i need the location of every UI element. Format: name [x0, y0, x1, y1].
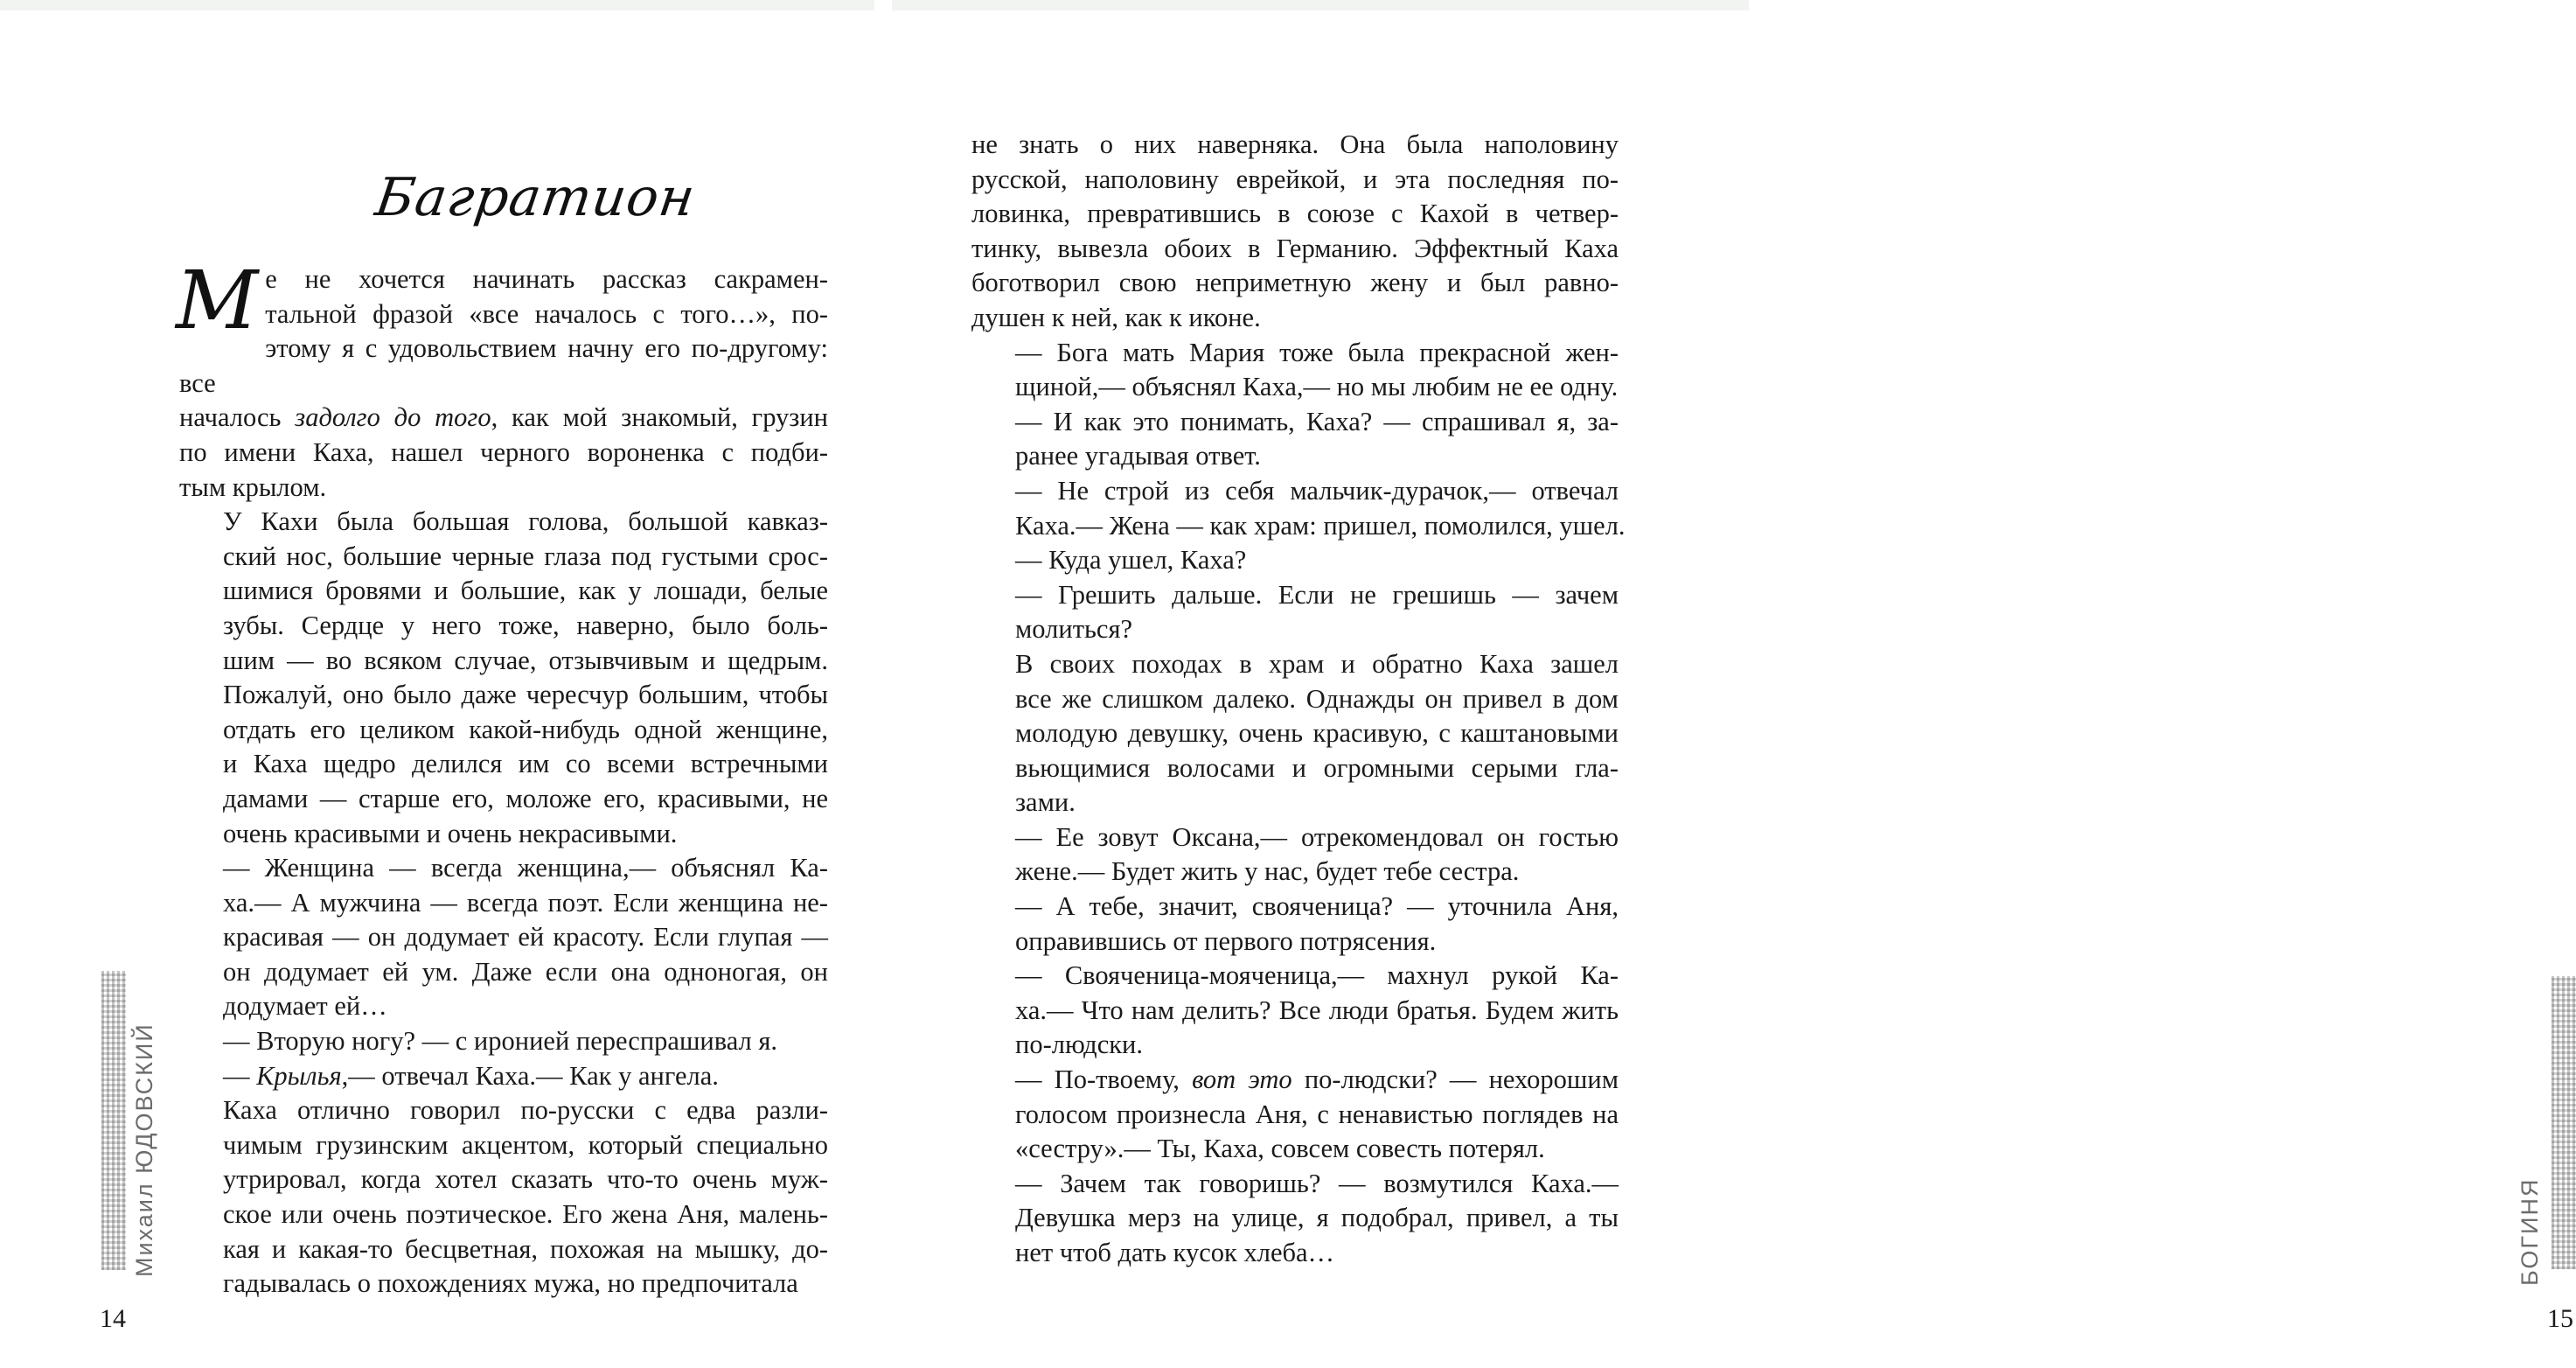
text-line: тым крылом. — [179, 471, 327, 502]
text-line: душен к ней, как к иконе. — [971, 302, 1261, 332]
text-line: молиться? — [1015, 614, 1133, 645]
drop-cap: М — [176, 254, 259, 347]
paragraph — [971, 959, 1619, 1063]
text-line: Каха отлично говорил по-русски с едва разли- — [223, 1095, 828, 1126]
text-line: голосом произнесла Аня, с ненавистью поглядев на — [1015, 1099, 1619, 1129]
text-line: отдать его целиком какой-нибудь одной женщине, — [223, 714, 828, 744]
text-line: Девушка мерз на улице, я подобрал, привел, а ты — [1015, 1203, 1619, 1233]
text-line: Пожалуй, оно было даже чересчур большим, чтобы — [223, 680, 828, 710]
paragraph — [971, 405, 1619, 474]
text-line: шим — во всяком случае, отзывчивым и щедрым. — [223, 645, 828, 675]
text-line: — Зачем так говоришь? — возмутился Каха.— — [1015, 1168, 1619, 1198]
paragraph — [971, 543, 1619, 578]
text-line: по имени Каха, нашел черного вороненка с подби- — [179, 436, 828, 467]
paragraph — [179, 1093, 828, 1302]
text-line: ский нос, большие черные глаза под густыми срос- — [223, 541, 828, 571]
paragraph — [971, 890, 1619, 959]
text-line: е не хочется начинать рассказ сакрамен- — [265, 264, 828, 294]
text-line: гадывалась о похождениях мужа, но предпочитала — [223, 1268, 798, 1299]
text-line: вьющимися волосами и огромными серыми гла- — [1015, 752, 1619, 783]
text-line: ранее угадывая ответ. — [1015, 441, 1261, 471]
paragraph — [179, 505, 828, 851]
italic-emphasis: Крылья — [256, 1060, 342, 1091]
text-line: молодую девушку, очень красивую, с каштановыми — [1015, 718, 1619, 749]
paragraph — [971, 1063, 1619, 1167]
left-page — [0, 0, 874, 1368]
text-line: — Не строй из себя мальчик-дурачок,— отвечал — [1015, 475, 1619, 506]
text-line: шимися бровями и большие, как у лошади, белые — [223, 576, 828, 606]
text-line: — По-твоему, вот это по-людски? — нехорошим — [1015, 1064, 1619, 1095]
paragraph — [971, 474, 1626, 543]
text-line: «сестру».— Ты, Каха, совсем совесть потерял. — [1015, 1134, 1545, 1164]
text-line: — Свояченица-мояченица,— махнул рукой Ка- — [1015, 960, 1619, 991]
text-line: — Куда ушел, Каха? — [1015, 545, 1247, 576]
text-line: чимым грузинским акцентом, который специально — [223, 1129, 828, 1160]
text-line: нет чтоб дать кусок хлеба… — [1015, 1238, 1335, 1267]
text-line: щиной,— объяснял Каха,— но мы любим не ее одну. — [1015, 372, 1619, 402]
text-line: У Кахи была большая голова, большой кавказ- — [223, 506, 828, 537]
text-line: дамами — старше его, моложе его, красивыми, не — [223, 783, 828, 813]
paragraph — [971, 336, 1619, 405]
paragraph — [971, 578, 1619, 647]
text-line: все же слишком далеко. Однажды он привел в дом — [1015, 683, 1619, 714]
text-line: он додумает ей ум. Даже если она одноногая, он — [223, 956, 828, 987]
text-line: по-людски. — [1015, 1029, 1144, 1060]
text-line: зубы. Сердце у него тоже, наверно, было боль- — [223, 610, 828, 640]
paragraph — [971, 128, 1619, 336]
author-running-head: Михаил ЮДОВСКИЙ — [131, 1023, 157, 1277]
text-line: — Грешить дальше. Если не грешишь — зачем — [1015, 579, 1619, 610]
text-line: кая и какая-то бесцветная, похожая на мышку, до- — [223, 1233, 828, 1264]
paragraph — [179, 1024, 828, 1059]
text-line: ха.— А мужчина — всегда поэт. Если женщина не- — [223, 887, 828, 918]
paragraph — [176, 254, 828, 505]
text-line: началось задолго до того, как мой знакомый, грузин — [179, 402, 828, 433]
text-line: ловинка, превратившись в союзе с Кахой в четвер- — [971, 199, 1619, 229]
text-line: зами. — [1015, 787, 1076, 818]
right-page — [874, 0, 2573, 1368]
text-line: — Вторую ногу? — с иронией переспрашивал я. — [223, 1026, 778, 1057]
right-page-text — [971, 128, 1626, 1271]
left-margin-ornament — [101, 971, 126, 1270]
text-line: — И как это понимать, Каха? — спрашивал я, за- — [1015, 406, 1619, 436]
text-line: тинку, вывезла обоих в Германию. Эффектный Каха — [971, 233, 1619, 263]
text-line: — Женщина — всегда женщина,— объяснял Ка- — [223, 853, 828, 883]
text-line: — Крылья,— отвечал Каха.— Как у ангела. — [223, 1060, 719, 1091]
text-line: — А тебе, значит, свояченица? — уточнила Аня, — [1015, 891, 1619, 922]
text-line: тальной фразой «все началось с того…», по- — [265, 298, 828, 329]
text-line: и Каха щедро делился им со всеми встречными — [223, 749, 828, 779]
text-line: красивая — он додумает ей красоту. Если глупая — — [223, 922, 828, 953]
italic-emphasis: задолго до того — [295, 402, 491, 433]
text-line: жене.— Будет жить у нас, будет тебе сестра. — [1015, 856, 1520, 887]
text-line: ха.— Что нам делить? Все люди братья. Будем жить — [1015, 995, 1619, 1025]
text-line: русской, наполовину еврейкой, и эта последняя по- — [971, 164, 1619, 194]
text-line: оправившись от первого потрясения. — [1015, 925, 1437, 956]
right-margin-ornament — [2552, 976, 2576, 1269]
paragraph — [971, 647, 1619, 820]
book-running-head: БОГИНЯ — [2517, 1177, 2543, 1286]
page-number-right: 15 — [2547, 1304, 2573, 1333]
text-line: очень красивыми и очень некрасивыми. — [223, 818, 678, 848]
text-line: боготворил свою неприметную жену и был равно- — [971, 268, 1619, 298]
text-line: — Бога мать Мария тоже была прекрасной жен- — [1015, 337, 1619, 367]
paragraph — [971, 820, 1619, 890]
text-line: — Ее зовут Оксана,— отрекомендовал он гостью — [1015, 821, 1619, 852]
text-line: этому я с удовольствием начну его по-другому: все — [179, 333, 828, 398]
paragraph — [179, 1059, 828, 1094]
page-number-left: 14 — [100, 1304, 126, 1333]
text-line: утрировал, когда хотел сказать что-то очень муж- — [223, 1164, 828, 1195]
text-line: В своих походах в храм и обратно Каха зашел — [1015, 648, 1619, 679]
left-page-text — [176, 254, 828, 1302]
italic-emphasis: вот это — [1192, 1064, 1292, 1095]
chapter-title: Багратион — [372, 167, 700, 228]
text-line: не знать о них наверняка. Она была наполовину — [971, 129, 1619, 159]
paragraph — [179, 851, 828, 1024]
text-line: Каха.— Жена — как храм: пришел, помолился, ушел. — [1015, 510, 1626, 541]
text-line: додумает ей… — [223, 991, 387, 1022]
text-line: ское или очень поэтическое. Его жена Аня, малень- — [223, 1199, 828, 1230]
paragraph — [971, 1167, 1619, 1271]
